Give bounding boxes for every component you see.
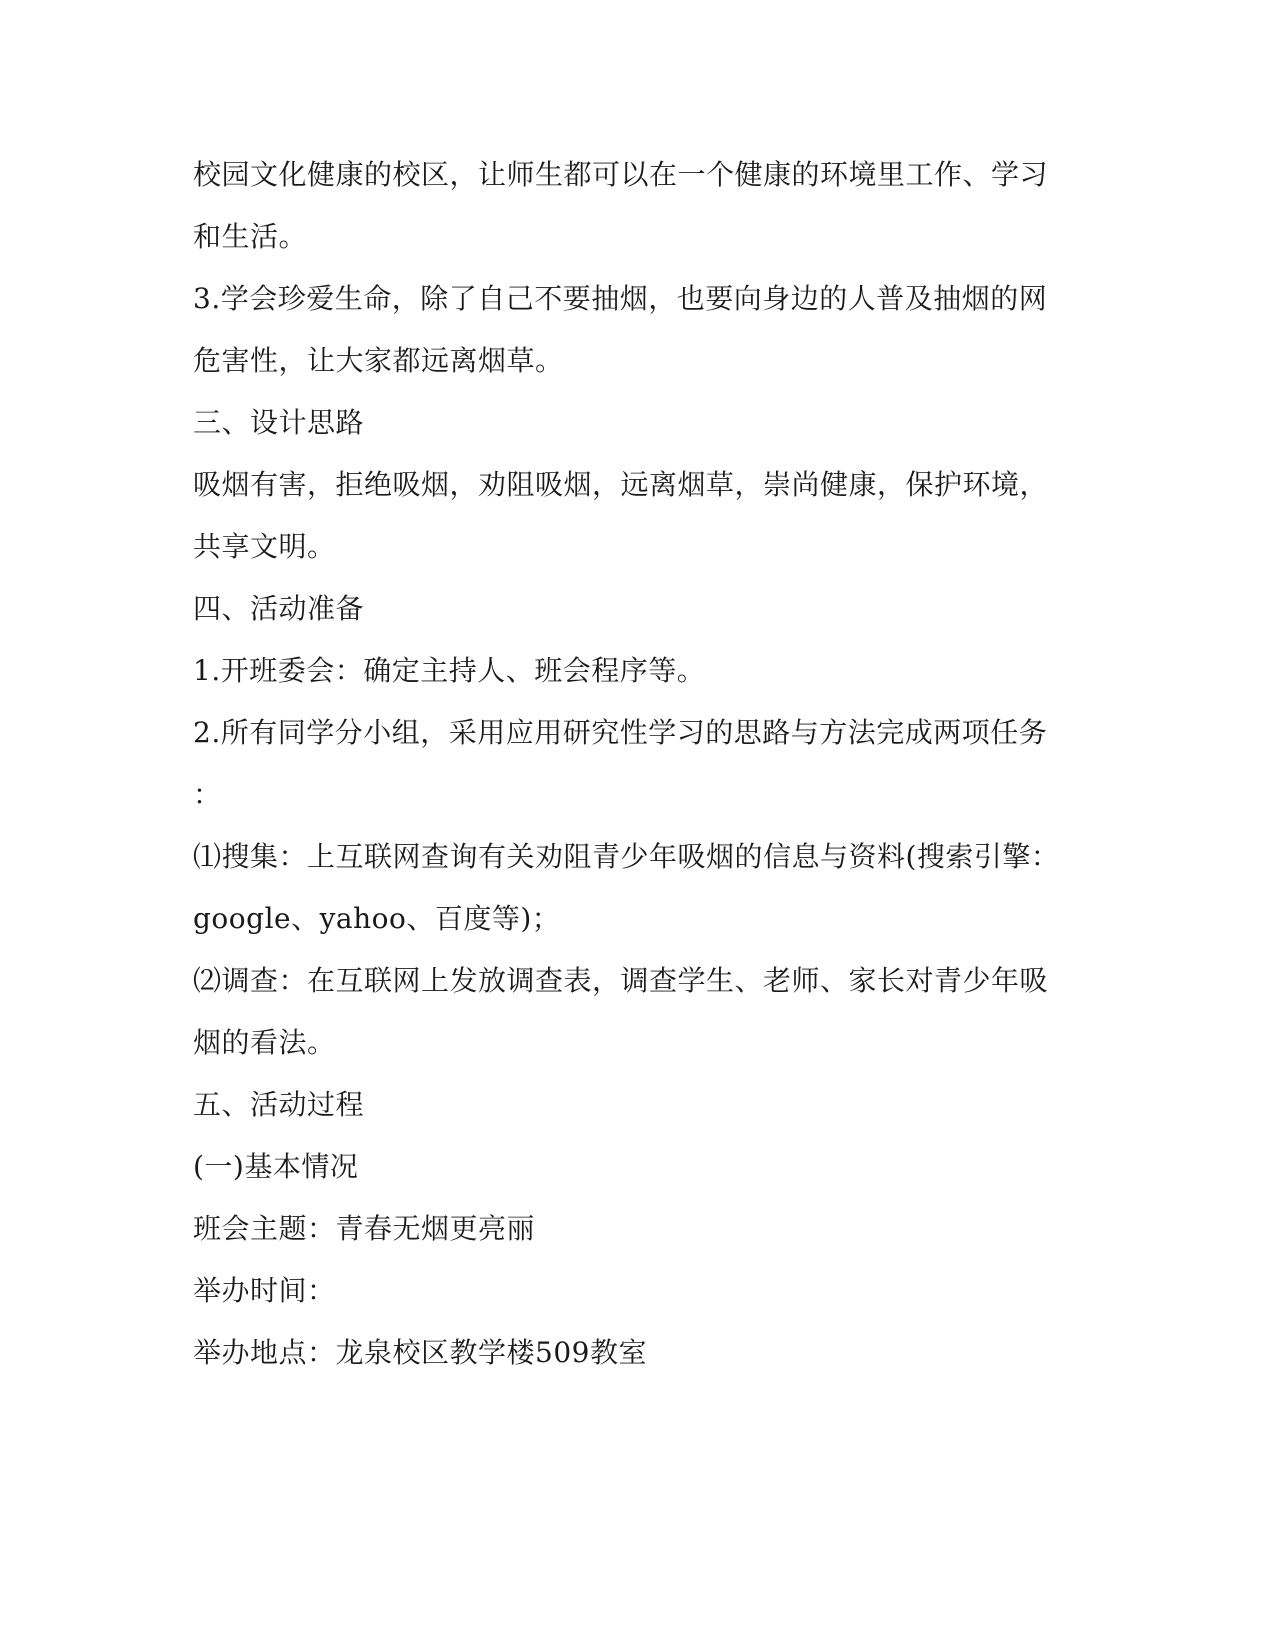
numbered-item-line: 1.开班委会：确定主持人、班会程序等。 <box>193 654 706 687</box>
section-heading: 三、设计思路 <box>193 406 365 439</box>
section-heading: 四、活动准备 <box>193 592 365 625</box>
sub-item-line: ⑴搜集：上互联网查询有关劝阻青少年吸烟的信息与资料(搜索引擎： <box>193 840 1060 873</box>
numbered-item-line: 3.学会珍爱生命，除了自己不要抽烟，也要向身边的人普及抽烟的网 <box>193 282 1048 315</box>
sub-item-line: ⑵调查：在互联网上发放调查表，调查学生、老师、家长对青少年吸 <box>193 964 1049 997</box>
info-line-time: 举办时间： <box>193 1274 336 1307</box>
info-line-location: 举办地点：龙泉校区教学楼509教室 <box>193 1336 647 1369</box>
section-heading: 五、活动过程 <box>193 1088 365 1121</box>
paragraph-line: 共享文明。 <box>193 530 336 563</box>
paragraph-line: google、yahoo、百度等)； <box>193 902 561 935</box>
paragraph-line: ： <box>193 778 222 811</box>
paragraph-line: 烟的看法。 <box>193 1026 336 1059</box>
paragraph-line: 危害性，让大家都远离烟草。 <box>193 344 564 377</box>
subsection-heading: (一)基本情况 <box>193 1150 359 1183</box>
numbered-item-line: 2.所有同学分小组，采用应用研究性学习的思路与方法完成两项任务 <box>193 716 1048 749</box>
info-line-theme: 班会主题：青春无烟更亮丽 <box>193 1212 536 1245</box>
paragraph-line: 和生活。 <box>193 220 308 253</box>
paragraph-line: 吸烟有害，拒绝吸烟，劝阻吸烟，远离烟草，崇尚健康，保护环境， <box>193 468 1049 501</box>
paragraph-line: 校园文化健康的校区，让师生都可以在一个健康的环境里工作、学习 <box>193 158 1049 191</box>
